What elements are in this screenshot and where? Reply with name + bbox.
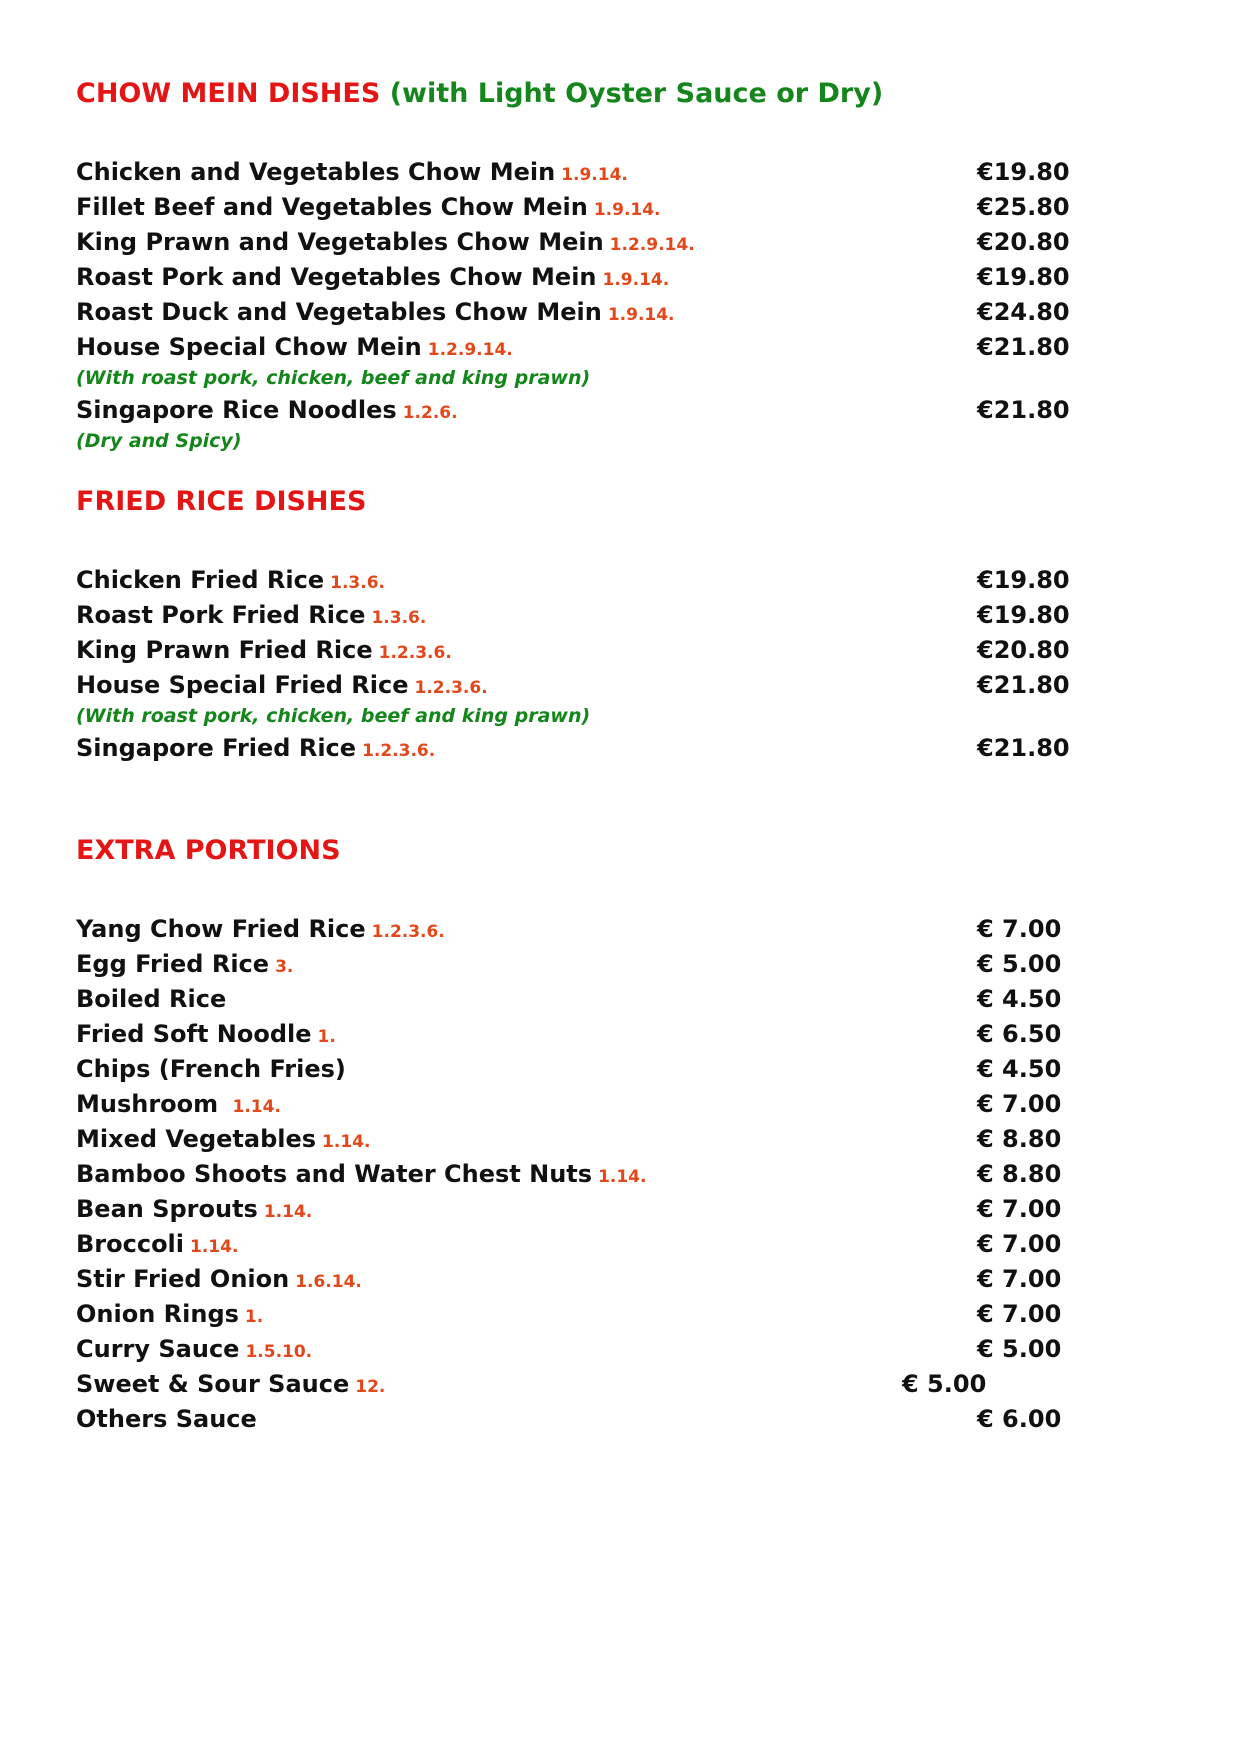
item-price: € 7.00	[977, 1090, 1062, 1118]
menu-item	[76, 1054, 352, 1087]
item-name: Fillet Beef and Vegetables Chow Mein	[76, 193, 588, 221]
item-name: Broccoli	[76, 1230, 185, 1258]
menu-item	[76, 262, 669, 295]
item-price: € 8.80	[977, 1160, 1062, 1188]
allergen-codes: 12.	[355, 1377, 386, 1397]
item-name: Roast Duck and Vegetables Chow Mein	[76, 298, 602, 326]
item-name: House Special Fried Rice	[76, 671, 409, 699]
allergen-codes: 1.2.6.	[402, 403, 458, 423]
section-title-main: FRIED RICE DISHES	[76, 486, 367, 517]
section-title-sub: (with Light Oyster Sauce or Dry)	[389, 78, 884, 109]
allergen-codes: 1.9.14.	[561, 165, 628, 185]
item-name: Chips (French Fries)	[76, 1055, 346, 1083]
menu-item	[76, 635, 452, 668]
item-name: Stir Fried Onion	[76, 1265, 290, 1293]
item-price: €19.80	[977, 263, 1070, 291]
item-price: € 4.50	[977, 985, 1062, 1013]
allergen-codes: 1.2.3.6.	[378, 643, 452, 663]
item-price: €21.80	[977, 396, 1070, 424]
allergen-codes: 3.	[275, 957, 294, 977]
menu-item	[76, 1369, 385, 1402]
item-name: Mixed Vegetables	[76, 1125, 317, 1153]
item-name: Mushroom	[76, 1090, 227, 1118]
item-price: €20.80	[977, 228, 1070, 256]
menu-item	[76, 984, 232, 1017]
menu-item	[76, 1299, 263, 1332]
section-title-main: CHOW MEIN DISHES	[76, 78, 381, 109]
allergen-codes: 1.14.	[232, 1097, 281, 1117]
allergen-codes: 1.14.	[322, 1132, 371, 1152]
allergen-codes: 1.2.9.14.	[609, 235, 695, 255]
menu-item	[76, 914, 445, 947]
item-price: € 6.00	[977, 1405, 1062, 1433]
item-price: € 5.00	[977, 1335, 1062, 1363]
item-price: €19.80	[977, 158, 1070, 186]
menu-item	[76, 670, 488, 703]
item-price: €21.80	[977, 734, 1070, 762]
item-price: €24.80	[977, 298, 1070, 326]
section-title-extra-portions	[76, 835, 341, 866]
item-name: Chicken and Vegetables Chow Mein	[76, 158, 556, 186]
menu-item	[76, 600, 426, 633]
menu-item	[76, 1334, 312, 1367]
item-price: € 7.00	[977, 915, 1062, 943]
section-title-main: EXTRA PORTIONS	[76, 835, 341, 866]
item-name: Roast Pork and Vegetables Chow Mein	[76, 263, 597, 291]
item-name: Others Sauce	[76, 1405, 257, 1433]
item-price: €25.80	[977, 193, 1070, 221]
item-name: Bamboo Shoots and Water Chest Nuts	[76, 1160, 593, 1188]
allergen-codes: 1.6.14.	[295, 1272, 362, 1292]
item-name: Fried Soft Noodle	[76, 1020, 312, 1048]
item-price: € 5.00	[977, 950, 1062, 978]
item-price: € 8.80	[977, 1125, 1062, 1153]
allergen-codes: 1.	[244, 1307, 264, 1327]
allergen-codes: 1.3.6.	[330, 573, 386, 593]
menu-item	[76, 733, 435, 766]
item-price: € 5.00	[902, 1370, 987, 1398]
item-name: Yang Chow Fried Rice	[76, 915, 366, 943]
item-name: King Prawn and Vegetables Chow Mein	[76, 228, 604, 256]
item-name: King Prawn Fried Rice	[76, 636, 373, 664]
allergen-codes: 1.3.6.	[371, 608, 427, 628]
allergen-codes: 1.9.14.	[602, 270, 670, 290]
allergen-codes: 1.9.14.	[607, 305, 675, 325]
allergen-codes: 1.14.	[598, 1167, 647, 1187]
menu-item	[76, 1229, 238, 1262]
allergen-codes: 1.14.	[190, 1237, 239, 1257]
item-price: € 7.00	[977, 1195, 1062, 1223]
menu-item	[76, 227, 695, 260]
item-name: Singapore Rice Noodles	[76, 396, 397, 424]
menu-item	[76, 1194, 312, 1227]
menu-item	[76, 1124, 370, 1157]
allergen-codes: 1.9.14.	[593, 200, 661, 220]
item-note: (With roast pork, chicken, beef and king prawn)	[76, 367, 591, 389]
item-name: Curry Sauce	[76, 1335, 240, 1363]
item-name: Boiled Rice	[76, 985, 227, 1013]
item-price: €21.80	[977, 671, 1070, 699]
allergen-codes: 1.5.10.	[245, 1342, 313, 1362]
allergen-codes: 1.2.3.6.	[414, 678, 488, 698]
menu-item	[76, 192, 661, 225]
item-name: Bean Sprouts	[76, 1195, 258, 1223]
menu-item	[76, 157, 628, 190]
item-note: (Dry and Spicy)	[76, 430, 242, 452]
item-name: Singapore Fried Rice	[76, 734, 357, 762]
item-name: Egg Fried Rice	[76, 950, 270, 978]
item-price: €19.80	[977, 566, 1070, 594]
item-price: € 7.00	[977, 1300, 1062, 1328]
menu-item	[76, 1159, 646, 1192]
section-title-fried-rice	[76, 486, 366, 517]
allergen-codes: 1.2.9.14.	[427, 340, 513, 360]
menu-item	[76, 949, 293, 982]
section-title-chow-mein	[76, 78, 883, 109]
menu-item	[76, 565, 385, 598]
menu-item	[76, 297, 675, 330]
item-name: House Special Chow Mein	[76, 333, 422, 361]
item-price: € 7.00	[977, 1230, 1062, 1258]
item-name: Sweet & Sour Sauce	[76, 1370, 350, 1398]
allergen-codes: 1.14.	[263, 1202, 313, 1222]
item-price: € 7.00	[977, 1265, 1062, 1293]
item-price: €21.80	[977, 333, 1070, 361]
menu-item	[76, 1089, 281, 1122]
item-note: (With roast pork, chicken, beef and king prawn)	[76, 705, 591, 727]
item-price: €19.80	[977, 601, 1070, 629]
item-name: Chicken Fried Rice	[76, 566, 325, 594]
item-price: €20.80	[977, 636, 1070, 664]
menu-item	[76, 1264, 362, 1297]
allergen-codes: 1.2.3.6.	[362, 741, 436, 761]
menu-item	[76, 1404, 263, 1437]
item-name: Onion Rings	[76, 1300, 239, 1328]
menu-item	[76, 1019, 336, 1052]
item-name: Roast Pork Fried Rice	[76, 601, 366, 629]
allergen-codes: 1.	[317, 1027, 336, 1047]
menu-item	[76, 332, 513, 365]
item-price: € 4.50	[977, 1055, 1062, 1083]
allergen-codes: 1.2.3.6.	[371, 922, 445, 942]
menu-item	[76, 395, 458, 428]
item-price: € 6.50	[977, 1020, 1062, 1048]
